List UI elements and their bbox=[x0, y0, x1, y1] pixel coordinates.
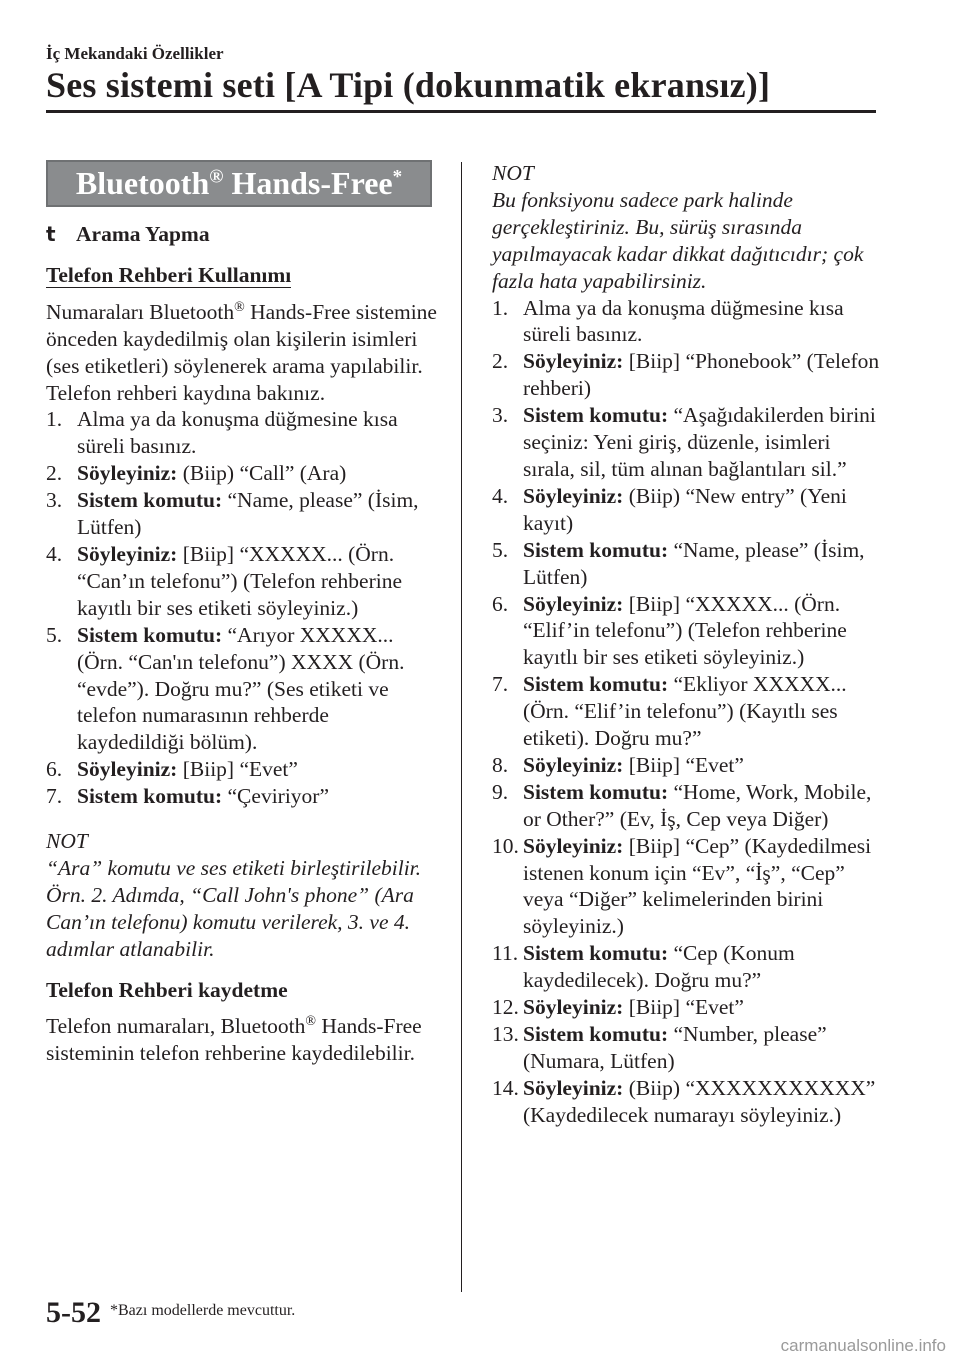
banner-star: * bbox=[392, 166, 403, 188]
step-label: Sistem komutu: bbox=[523, 941, 669, 966]
step-label: Söyleyiniz: bbox=[523, 752, 624, 777]
step-item bbox=[492, 591, 884, 672]
step-text: (Biip) “XXXXXXXXXXX” (Kaydedilecek numarayı söyleyiniz.) bbox=[523, 1075, 876, 1127]
step-item bbox=[492, 779, 884, 833]
step-text: “Name, please” (İsim, Lütfen) bbox=[77, 488, 419, 540]
step-label: Söyleyiniz: bbox=[77, 757, 178, 782]
step-item bbox=[46, 783, 438, 810]
step-number: 12. bbox=[492, 995, 519, 1020]
step-label: Sistem komutu: bbox=[523, 403, 669, 428]
banner-registered-mark: ® bbox=[209, 166, 224, 188]
step-item bbox=[492, 295, 884, 349]
step-number: 7. bbox=[46, 784, 63, 809]
subheading-phonebook-use bbox=[46, 262, 438, 289]
step-text: [Biip] “XXXXX... (Örn. “Elif’in telefonu”) (Telefon rehberine kayıtlı bir ses etiketi söyleyiniz.) bbox=[523, 591, 847, 670]
step-number: 5. bbox=[46, 622, 63, 647]
step-number: 8. bbox=[492, 752, 509, 777]
step-number: 3. bbox=[492, 403, 509, 428]
step-item bbox=[492, 1075, 884, 1129]
note-title: NOT bbox=[46, 829, 88, 854]
step-text: [Biip] “XXXXX... (Örn. “Can’ın telefonu”) (Telefon rehberine kayıtlı bir ses etiketi söyleyiniz.) bbox=[77, 541, 403, 620]
step-number: 4. bbox=[492, 483, 509, 508]
save-paragraph bbox=[46, 1013, 438, 1067]
step-number: 11. bbox=[492, 941, 519, 966]
step-item bbox=[492, 402, 884, 483]
step-item bbox=[46, 622, 438, 757]
step-number: 1. bbox=[492, 295, 509, 320]
note-title: NOT bbox=[492, 161, 534, 185]
step-label: Sistem komutu: bbox=[523, 672, 669, 697]
section-label: İç Mekandaki Özellikler bbox=[46, 44, 224, 63]
note-line: Örn. 2. Adımda, “Call John's phone” (Ara Can’ın telefonu) komutu verilerek, 3. ve 4. adımlar atlanabilir. bbox=[46, 882, 414, 961]
step-label: Söyleyiniz: bbox=[523, 1075, 624, 1100]
step-number: 6. bbox=[492, 591, 509, 616]
step-label: Sistem komutu: bbox=[77, 488, 223, 513]
banner-text-2: Hands-Free bbox=[223, 165, 393, 201]
step-label: Söyleyiniz: bbox=[523, 591, 624, 616]
step-text: [Biip] “Phonebook” (Telefon rehberi) bbox=[523, 349, 880, 401]
step-text: Alma ya da konuşma düğmesine kısa süreli basınız. bbox=[77, 407, 398, 459]
registered-mark: ® bbox=[234, 299, 245, 315]
step-label: Söyleyiniz: bbox=[523, 833, 624, 858]
note-text: Bu fonksiyonu sadece park halinde gerçekleştiriniz. Bu, sürüş sırasında yapılmayacak kadar dikkat dağıtıcıdır; çok fazla hata yapabilirsiniz. bbox=[492, 187, 864, 293]
step-number: 2. bbox=[46, 461, 63, 486]
watermark: carmanualsonline.info bbox=[780, 1336, 946, 1355]
step-number: 13. bbox=[492, 1022, 519, 1046]
left-steps-list bbox=[46, 406, 438, 810]
step-item bbox=[492, 671, 884, 752]
subheading-text: Telefon Rehberi Kullanımı bbox=[46, 262, 292, 287]
step-text: (Biip) “New entry” (Yeni kayıt) bbox=[523, 483, 847, 535]
step-item bbox=[46, 406, 438, 460]
step-label: Sistem komutu: bbox=[523, 1022, 669, 1046]
step-text: “Çeviriyor” bbox=[222, 784, 330, 809]
subheading-text: Telefon Rehberi kaydetme bbox=[46, 977, 288, 1002]
bullet-mark-icon: t bbox=[46, 222, 56, 246]
page-title: Ses sistemi seti [A Tipi (dokunmatik ekransız)] bbox=[46, 65, 771, 105]
intro-text-a: Numaraları Bluetooth bbox=[46, 299, 235, 324]
right-column bbox=[492, 160, 884, 1129]
intro-paragraph bbox=[46, 299, 438, 407]
section-banner bbox=[46, 160, 432, 207]
step-label: Sistem komutu: bbox=[77, 622, 223, 647]
banner-text: Bluetooth bbox=[75, 165, 210, 201]
step-label: Söyleyiniz: bbox=[77, 461, 178, 486]
bullet-heading-text: Arama Yapma bbox=[76, 222, 210, 246]
step-number: 1. bbox=[46, 407, 63, 432]
step-number: 9. bbox=[492, 779, 509, 804]
step-text: “Cep (Konum kaydedilecek). Doğru mu?” bbox=[523, 941, 795, 993]
step-label: Sistem komutu: bbox=[77, 784, 223, 809]
step-text: [Biip] “Evet” bbox=[623, 995, 744, 1020]
step-label: Sistem komutu: bbox=[523, 779, 669, 804]
step-item bbox=[46, 756, 438, 783]
step-label: Söyleyiniz: bbox=[77, 541, 178, 566]
left-column bbox=[46, 160, 438, 1067]
step-label: Söyleyiniz: bbox=[523, 349, 624, 374]
intro-text-b: Hands-Free sistemine önceden kaydedilmiş olan kişilerin isimleri (ses etiketleri) söylenerek arama yapılabilir. Telefon rehberi kaydına bakınız. bbox=[46, 299, 437, 405]
step-text: “Ekliyor XXXXX... (Örn. “Elif’in telefonu”) (Kayıtlı ses etiketi). Doğru mu?” bbox=[523, 672, 847, 751]
page-number: 5-52 bbox=[46, 1296, 101, 1329]
step-label: Sistem komutu: bbox=[523, 537, 669, 562]
step-number: 6. bbox=[46, 757, 63, 782]
step-text: Alma ya da konuşma düğmesine kısa süreli basınız. bbox=[523, 295, 844, 347]
step-number: 7. bbox=[492, 672, 509, 697]
step-item bbox=[492, 994, 884, 1021]
note-line: “Ara” komutu ve ses etiketi birleştirilebilir. bbox=[46, 855, 422, 880]
step-item bbox=[46, 541, 438, 622]
bullet-heading bbox=[46, 221, 438, 248]
right-note bbox=[492, 160, 884, 295]
save-text-a: Telefon numaraları, Bluetooth bbox=[46, 1014, 306, 1039]
right-steps-list bbox=[492, 295, 884, 1129]
step-number: 10. bbox=[492, 833, 519, 858]
title-rule bbox=[46, 110, 876, 113]
save-text-b: Hands-Free sisteminin telefon rehberine kaydedilebilir. bbox=[46, 1014, 422, 1066]
step-text: [Biip] “Cep” (Kaydedilmesi istenen konum için “Ev”, “İş”, “Cep” veya “Diğer” kelimelerinden birini söyleyiniz.) bbox=[523, 833, 872, 939]
step-item bbox=[492, 537, 884, 591]
step-number: 5. bbox=[492, 537, 509, 562]
step-text: “Aşağıdakilerden birini seçiniz: Yeni giriş, düzenle, isimleri sırala, sil, tüm alınan bağlantıları sil.” bbox=[523, 403, 876, 481]
step-text: (Biip) “Call” (Ara) bbox=[177, 461, 347, 486]
step-number: 14. bbox=[492, 1075, 519, 1100]
step-number: 3. bbox=[46, 488, 63, 513]
step-text: “Arıyor XXXXX... (Örn. “Can'ın telefonu”) XXXX (Örn. “evde”). Doğru mu?” (Ses etiketi ve telefon numarasının rehberde kaydedildiği bölüm). bbox=[77, 622, 405, 755]
step-item bbox=[492, 940, 884, 994]
step-item bbox=[492, 483, 884, 537]
step-item bbox=[46, 460, 438, 487]
step-label: Söyleyiniz: bbox=[523, 995, 624, 1020]
step-text: [Biip] “Evet” bbox=[623, 752, 744, 777]
step-item bbox=[492, 1021, 884, 1075]
footnote: *Bazı modellerde mevcuttur. bbox=[110, 1302, 296, 1319]
step-item bbox=[492, 752, 884, 779]
step-number: 2. bbox=[492, 349, 509, 374]
step-item bbox=[492, 348, 884, 402]
step-number: 4. bbox=[46, 541, 63, 566]
registered-mark: ® bbox=[305, 1014, 317, 1030]
step-item bbox=[492, 833, 884, 941]
subheading-phonebook-save bbox=[46, 977, 438, 1004]
step-text: “Name, please” (İsim, Lütfen) bbox=[523, 537, 865, 589]
step-item bbox=[46, 487, 438, 541]
step-text: “Number, please” (Numara, Lütfen) bbox=[523, 1022, 827, 1073]
column-divider bbox=[461, 162, 462, 1292]
step-label: Söyleyiniz: bbox=[523, 483, 624, 508]
step-text: [Biip] “Evet” bbox=[177, 757, 298, 782]
step-text: “Home, Work, Mobile, or Other?” (Ev, İş, Cep veya Diğer) bbox=[523, 779, 872, 831]
left-note bbox=[46, 828, 438, 963]
